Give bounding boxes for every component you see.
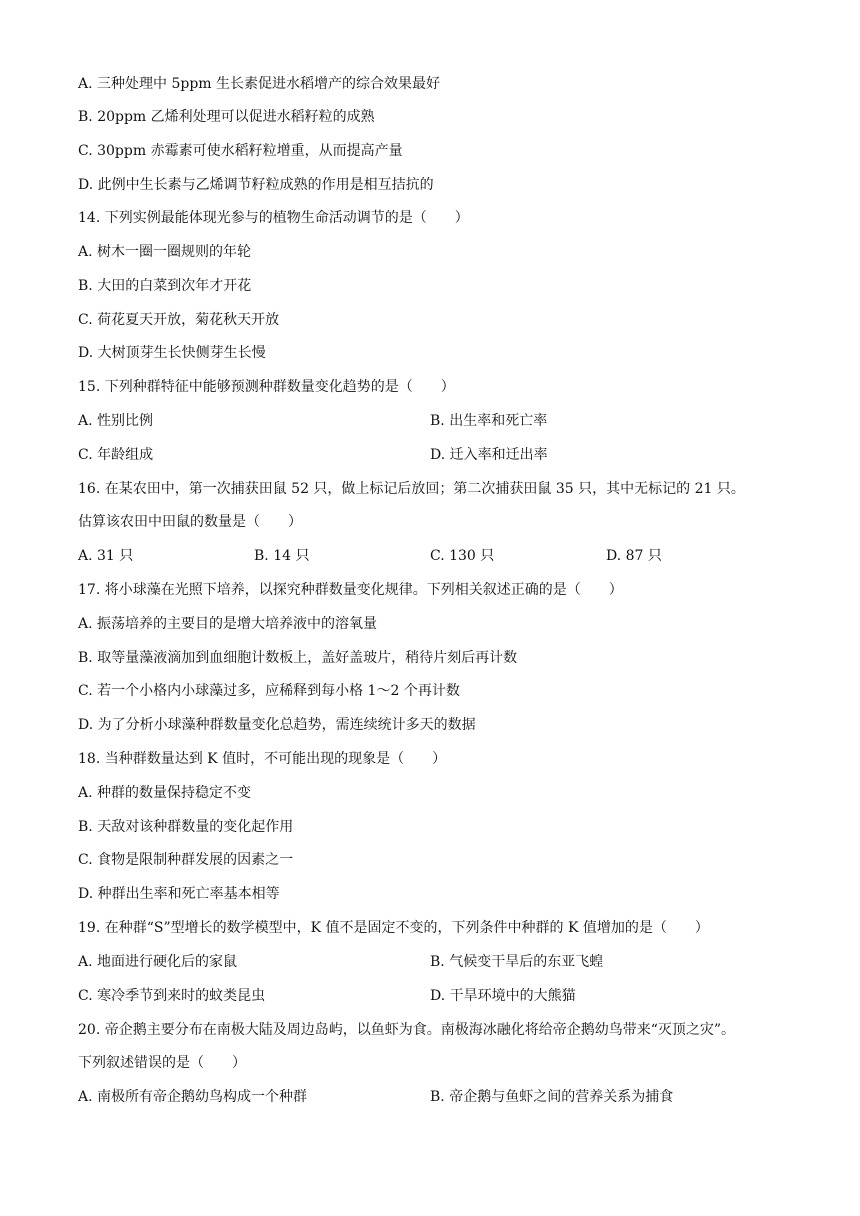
q18-option-c: C. 食物是限制种群发展的因素之一 [78, 852, 294, 868]
q19-option-a: A. 地面进行硬化后的家鼠 [78, 954, 238, 970]
q18-option-d: D. 种群出生率和死亡率基本相等 [78, 886, 280, 902]
q15-option-c: C. 年龄组成 [78, 447, 154, 463]
q18-option-a: A. 种群的数量保持稳定不变 [78, 785, 252, 801]
q20-stem-line2: 下列叙述错误的是（ ） [78, 1055, 246, 1071]
q17-option-b: B. 取等量藻液滴加到血细胞计数板上，盖好盖玻片，稍待片刻后再计数 [78, 650, 518, 666]
q15-option-b: B. 出生率和死亡率 [430, 413, 548, 429]
q15-stem: 15. 下列种群特征中能够预测种群数量变化趋势的是（ ） [78, 379, 455, 395]
q16-option-d: D. 87 只 [606, 548, 662, 564]
q16-option-c: C. 130 只 [430, 548, 495, 564]
q20-option-b: B. 帝企鹅与鱼虾之间的营养关系为捕食 [430, 1089, 674, 1105]
q14-stem: 14. 下列实例最能体现光参与的植物生命活动调节的是（ ） [78, 210, 469, 226]
q13-option-c: C. 30ppm 赤霉素可使水稻籽粒增重，从而提高产量 [78, 143, 403, 159]
q19-option-c: C. 寒冷季节到来时的蚊类昆虫 [78, 988, 266, 1004]
q19-option-d: D. 干旱环境中的大熊猫 [430, 988, 576, 1004]
q16-stem-line1: 16. 在某农田中，第一次捕获田鼠 52 只，做上标记后放回；第二次捕获田鼠 35 只，其中无标记的 21 只。 [78, 481, 745, 497]
q14-option-b: B. 大田的白菜到次年才开花 [78, 278, 252, 294]
q17-option-a: A. 振荡培养的主要目的是增大培养液中的溶氧量 [78, 616, 378, 632]
q17-stem: 17. 将小球藻在光照下培养，以探究种群数量变化规律。下列相关叙述正确的是（ ） [78, 582, 623, 598]
q16-stem-line2: 估算该农田中田鼠的数量是（ ） [78, 514, 302, 530]
q14-option-c: C. 荷花夏天开放，菊花秋天开放 [78, 312, 280, 328]
q14-option-a: A. 树木一圈一圈规则的年轮 [78, 244, 252, 260]
q15-option-d: D. 迁入率和迁出率 [430, 447, 548, 463]
q13-option-d: D. 此例中生长素与乙烯调节籽粒成熟的作用是相互拮抗的 [78, 177, 434, 193]
q20-option-a: A. 南极所有帝企鹅幼鸟构成一个种群 [78, 1089, 308, 1105]
q14-option-d: D. 大树顶芽生长快侧芽生长慢 [78, 345, 266, 361]
q20-stem-line1: 20. 帝企鹅主要分布在南极大陆及周边岛屿，以鱼虾为食。南极海冰融化将给帝企鹅幼鸟带来“灭顶之灾”。 [78, 1022, 736, 1038]
q18-option-b: B. 天敌对该种群数量的变化起作用 [78, 819, 294, 835]
q17-option-d: D. 为了分析小球藻种群数量变化总趋势，需连续统计多天的数据 [78, 717, 476, 733]
q19-stem: 19. 在种群“S”型增长的数学模型中，K 值不是固定不变的，下列条件中种群的 K 值增加的是（ ） [78, 920, 709, 936]
q13-option-b: B. 20ppm 乙烯利处理可以促进水稻籽粒的成熟 [78, 109, 375, 125]
q16-option-a: A. 31 只 [78, 548, 134, 564]
q15-option-a: A. 性别比例 [78, 413, 154, 429]
q17-option-c: C. 若一个小格内小球藻过多，应稀释到每小格 1～2 个再计数 [78, 683, 460, 699]
q13-option-a: A. 三种处理中 5ppm 生长素促进水稻增产的综合效果最好 [78, 76, 441, 92]
q16-option-b: B. 14 只 [254, 548, 310, 564]
q19-option-b: B. 气候变干旱后的东亚飞蝗 [430, 954, 604, 970]
q18-stem: 18. 当种群数量达到 K 值时，不可能出现的现象是（ ） [78, 751, 447, 767]
